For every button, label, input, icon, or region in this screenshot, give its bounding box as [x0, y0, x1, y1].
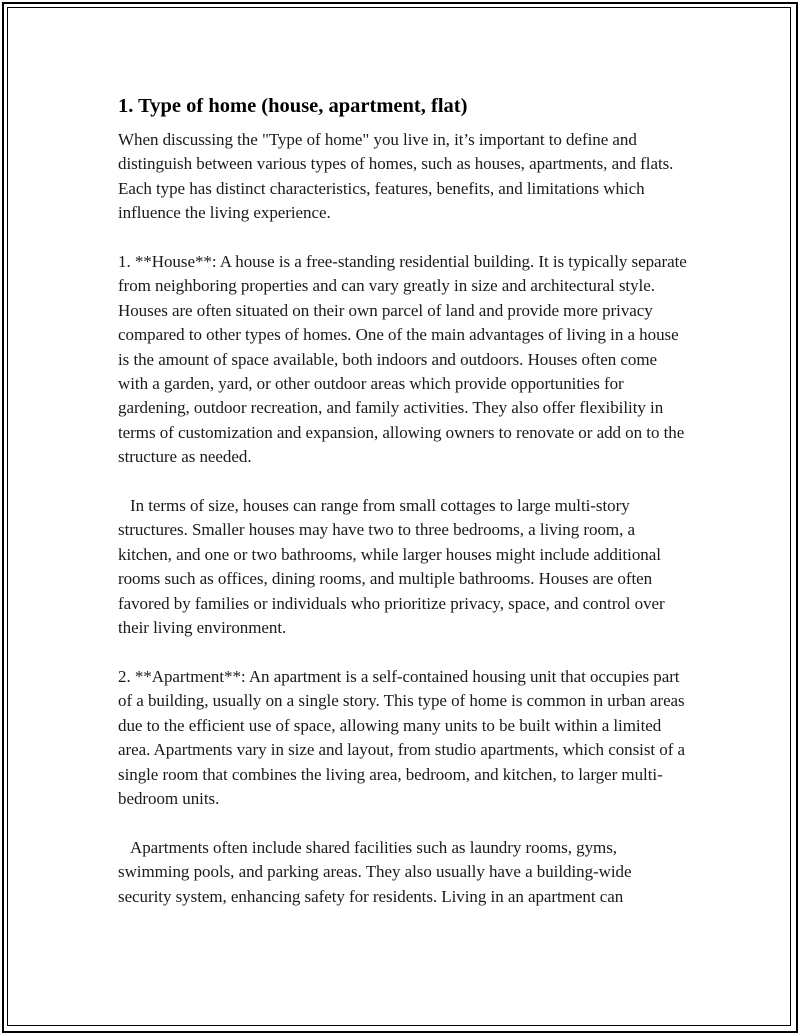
intro-paragraph: When discussing the "Type of home" you live in, it’s important to define and distinguish between various types of homes, such as houses, apartments, and flats. Each type has distinct characteristics, features, benefits, and limitations which influence the living experience.	[118, 130, 674, 223]
apartment-facilities-paragraph: Apartments often include shared facilities such as laundry rooms, gyms, swimming pools, and parking areas. They also usually have a building-wide security system, enhancing safety for residents. Living in an apartment can	[118, 837, 632, 906]
document-body	[118, 92, 688, 933]
house-paragraph: 1. **House**: A house is a free-standing residential building. It is typically separate from neighboring properties and can vary greatly in size and architectural style. Houses are often situated on their own parcel of land and provide more privacy compared to other types of homes. One of the main advantages of living in a house is the amount of space available, both indoors and outdoors. Houses often come with a garden, yard, or other outdoor areas which provide opportunities for gardening, outdoor recreation, and family activities. They also offer flexibility in terms of customization and expansion, allowing owners to renovate or add on to the structure as needed.	[118, 252, 687, 467]
section-heading: 1. Type of home (house, apartment, flat)	[118, 95, 468, 117]
apartment-paragraph: 2. **Apartment**: An apartment is a self-contained housing unit that occupies part of a building, usually on a single story. This type of home is common in urban areas due to the efficient use of space, allowing many units to be built within a limited area. Apartments vary in size and layout, from studio apartments, which consist of a single room that combines the living area, bedroom, and kitchen, to larger multi-bedroom units.	[118, 666, 686, 808]
house-size-paragraph: In terms of size, houses can range from small cottages to large multi-story structures. Smaller houses may have two to three bedrooms, a living room, a kitchen, and one or two bathrooms, while larger houses might include additional rooms such as offices, dining rooms, and multiple bathrooms. Houses are often favored by families or individuals who prioritize privacy, space, and control over their living environment.	[118, 496, 665, 638]
